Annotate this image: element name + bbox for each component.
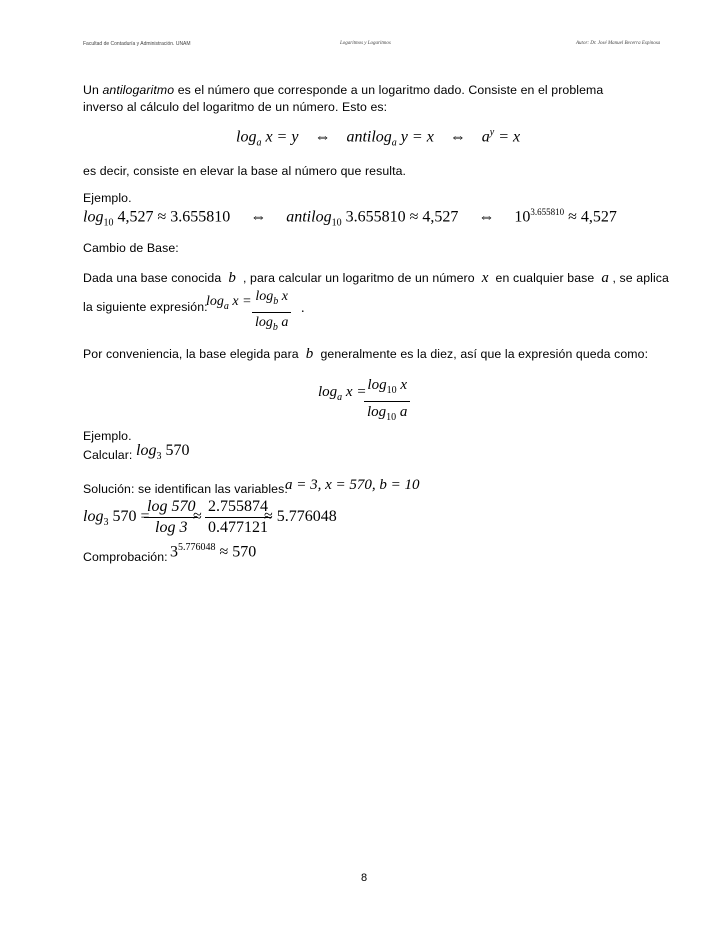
f10-lhs-arg: x = xyxy=(345,384,367,400)
expr-lhs-arg: x = xyxy=(232,294,252,309)
f10-lhs-log: log xyxy=(318,384,338,400)
calc-f2-den: 0.477121 xyxy=(208,519,268,536)
ej1-log-arg: 4,527 ≈ 3.655810 xyxy=(117,208,231,226)
f10-den-sub: 10 xyxy=(386,412,397,423)
eq1-rhs: = x xyxy=(498,128,521,146)
ej1-iff-1: ⇔ xyxy=(250,208,267,226)
frac-den-arg: a xyxy=(281,314,289,330)
ej1-result: ≈ 4,527 xyxy=(568,208,617,226)
calc-f1-num: log 570 xyxy=(144,498,198,518)
frac-den-sub: b xyxy=(272,321,278,333)
ej1-exponent: 3.655810 xyxy=(530,207,565,217)
cambio-base-title: Cambio de Base: xyxy=(83,241,179,255)
eq1-exponent: y xyxy=(489,127,495,138)
solucion-label: Solución: se identifican las variables: xyxy=(83,482,288,496)
calc-lhs xyxy=(83,508,149,528)
calc-lhs-arg: 570 = xyxy=(112,508,150,525)
calc-approx-1: ≈ xyxy=(193,508,202,525)
ej1-antilog: antilog xyxy=(286,208,332,226)
iff-symbol-1: ⇔ xyxy=(314,128,331,146)
dada-paragraph xyxy=(83,270,669,287)
ej1-iff-2: ⇔ xyxy=(478,208,495,226)
frac-num-sub: b xyxy=(273,295,279,307)
calc-arg: 570 xyxy=(165,442,190,459)
ej1-log-sub: 10 xyxy=(103,217,114,229)
header-left: Facultad de Contaduría y Administración. UNAM xyxy=(83,41,191,47)
calc-f2-num: 2.755874 xyxy=(205,498,271,518)
var-b: b xyxy=(228,270,236,286)
ejemplo1-label: Ejemplo. xyxy=(83,191,132,205)
f10-num-arg: x xyxy=(400,377,407,393)
formula10-fraction xyxy=(364,376,410,427)
f10-num-sub: 10 xyxy=(386,385,397,396)
header-center: Logaritmos y Logaritmos xyxy=(340,41,391,46)
var-x: x xyxy=(481,270,489,286)
conveniencia-text-2: generalmente es la diez, así que la expresión queda como: xyxy=(320,347,649,361)
comprobacion-expression xyxy=(170,542,256,561)
formula10-lhs xyxy=(318,384,366,403)
ej1-antilog-sub: 10 xyxy=(331,217,342,229)
frac-num-arg: x xyxy=(281,289,288,304)
dada-text-3: en cualquier base xyxy=(495,271,595,285)
expresion-period: . xyxy=(301,301,305,316)
frac-den-log: log xyxy=(255,314,273,330)
eq1-log: log xyxy=(236,128,257,146)
calc-log: log xyxy=(136,442,157,459)
comp-exponent: 5.776048 xyxy=(178,542,216,553)
ejemplo1-equation xyxy=(83,207,617,229)
intro-paragraph xyxy=(83,82,647,116)
eq1-mid: y = x xyxy=(400,128,434,146)
eq1-antilog-sub: a xyxy=(391,137,397,149)
calc-fraction-2 xyxy=(205,498,271,537)
f10-lhs-sub: a xyxy=(337,392,343,403)
ej1-base: 10 xyxy=(514,208,531,226)
calc-result: ≈ 5.776048 xyxy=(264,508,337,525)
intro-text: es el número que corresponde a un logaritmo dado. Consiste en el problema inverso al cálculo del logaritmo de un número. Esto es: xyxy=(83,83,604,114)
intro-prefix: Un xyxy=(83,83,99,97)
comp-base: 3 xyxy=(170,543,178,561)
calcular-expression xyxy=(136,442,189,462)
var-a: a xyxy=(601,270,609,286)
f10-den-arg: a xyxy=(399,404,408,420)
expr-lhs-log: log xyxy=(206,294,224,309)
calc-log-sub: 3 xyxy=(156,451,162,463)
f10-den-log: log xyxy=(367,404,387,420)
change-of-base-fraction xyxy=(252,288,291,337)
conveniencia-paragraph xyxy=(83,346,648,363)
expresion-lhs xyxy=(206,294,252,312)
dada-text-1: Dada una base conocida xyxy=(83,271,222,285)
ej1-antilog-arg: 3.655810 ≈ 4,527 xyxy=(345,208,459,226)
calc-fraction-1 xyxy=(144,498,198,537)
eq1-base: a xyxy=(481,128,490,146)
frac-num-log: log xyxy=(255,289,274,304)
calc-f1-den: log 3 xyxy=(155,519,188,536)
page-number: 8 xyxy=(360,872,368,884)
iff-symbol-2: ⇔ xyxy=(449,128,466,146)
conveniencia-var-b: b xyxy=(305,346,314,362)
eq1-antilog: antilog xyxy=(346,128,392,146)
expresion-label: la siguiente expresión: xyxy=(83,300,208,314)
solucion-variables: a = 3, x = 570, b = 10 xyxy=(285,477,420,493)
comp-result: ≈ 570 xyxy=(219,543,257,561)
comprobacion-label: Comprobación: xyxy=(83,550,168,564)
expr-lhs-sub: a xyxy=(223,300,229,312)
eq1-log-sub: a xyxy=(256,137,262,149)
ej1-log: log xyxy=(83,208,104,226)
es-decir-text: es decir, consiste en elevar la base al número que resulta. xyxy=(83,164,407,178)
calcular-label: Calcular: xyxy=(83,448,133,462)
conveniencia-text-1: Por conveniencia, la base elegida para xyxy=(83,347,299,361)
dada-text-2: , para calcular un logaritmo de un número xyxy=(242,271,475,285)
intro-term: antilogaritmo xyxy=(102,83,175,97)
calc-lhs-sub: 3 xyxy=(103,517,109,529)
header-right: Autor: Dr. José Manuel Becerra Espinosa xyxy=(576,41,661,46)
ejemplo2-label: Ejemplo. xyxy=(83,429,132,443)
calc-lhs-log: log xyxy=(83,508,104,525)
f10-num-log: log xyxy=(367,377,387,393)
eq1-lhs: x = y xyxy=(265,128,299,146)
dada-text-4: , se aplica xyxy=(612,271,669,285)
equation-antilog-definition xyxy=(236,127,520,149)
